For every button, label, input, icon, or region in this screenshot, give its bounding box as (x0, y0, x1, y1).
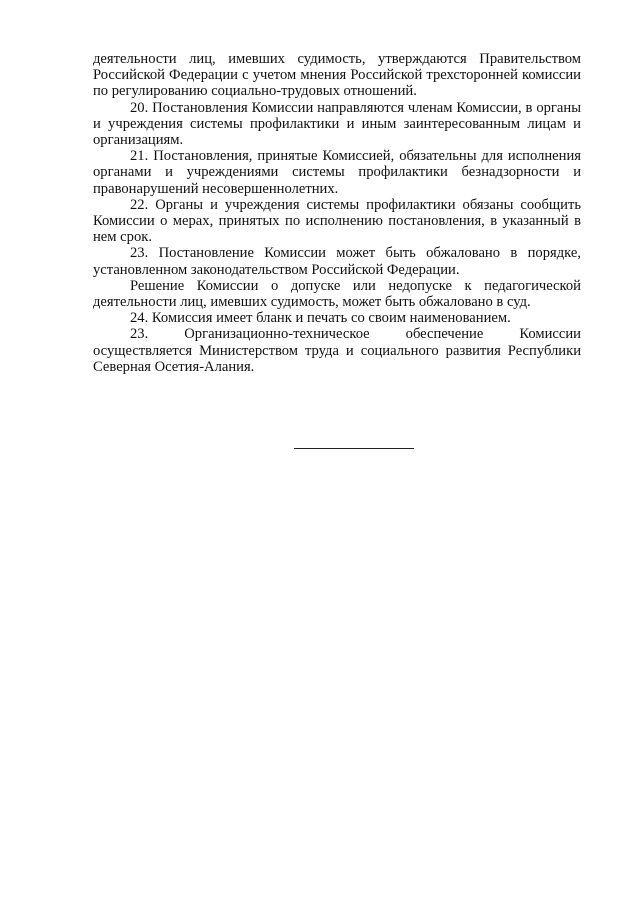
paragraph-23-support: 23. Организационно-техническое обеспечение Комиссии осуществляется Министерством труда и социального развития Республики Северная Осетия-Алания. (93, 326, 581, 375)
paragraph-22: 22. Органы и учреждения системы профилактики обязаны сообщить Комиссии о мерах, принятых по исполнению постановления, в указанный в нем срок. (93, 196, 581, 246)
paragraph-court-appeal: Решение Комиссии о допуске или недопуске к педагогической деятельности лиц, имевших судимость, может быть обжаловано в суд. (93, 277, 581, 311)
paragraph-continuation: деятельности лиц, имевших судимость, утверждаются Правительством Российской Федерации с учетом мнения Российской трехсторонней комиссии по регулированию социально-трудовых отношений. (93, 51, 581, 100)
paragraph-21: 21. Постановления, принятые Комиссией, обязательны для исполнения органами и учреждениями системы профилактики безнадзорности и правонарушений несовершеннолетних. (93, 148, 581, 197)
paragraph-24: 24. Комиссия имеет бланк и печать со своим наименованием. (130, 310, 511, 327)
paragraph-23-appeal: 23. Постановление Комиссии может быть обжаловано в порядке, установленном законодательством Российской Федерации. (93, 245, 581, 278)
end-divider-line (294, 448, 414, 449)
document-body (93, 51, 581, 375)
paragraph-20: 20. Постановления Комиссии направляются членам Комиссии, в органы и учреждения системы профилактики и иным заинтересованным лицам и организациям. (93, 99, 581, 149)
